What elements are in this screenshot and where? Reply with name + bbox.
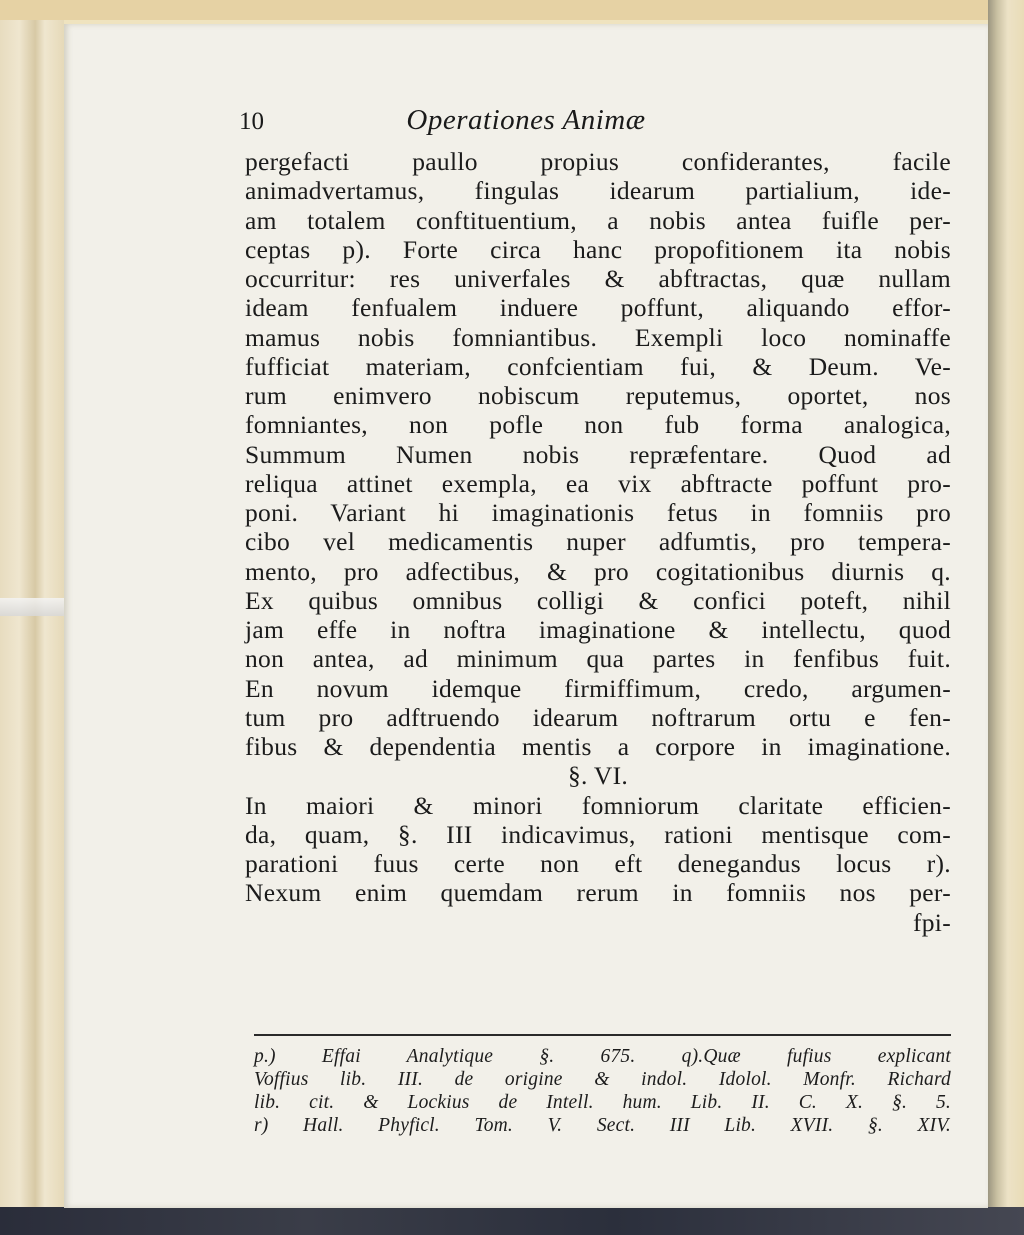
text-line: jam effe in noftra imaginatione & intellectu, quod <box>245 615 951 644</box>
text-line: In maiori & minori fomniorum claritate efficien- <box>245 790 951 820</box>
page-number: 10 <box>239 108 264 135</box>
text-line: reliqua attinet exempla, ea vix abftracte poffunt pro- <box>245 468 951 498</box>
text-line: fibus & dependentia mentis a corpore in imaginatione. <box>245 732 951 761</box>
catchword: fpi- <box>912 907 951 937</box>
text-line: fufficiat materiam, confcientiam fui, & Deum. Ve- <box>245 351 951 381</box>
book-page <box>64 24 988 1208</box>
footnotes <box>254 1045 951 1137</box>
scan-background-bottom <box>0 1207 1024 1235</box>
text-line: ideam fenfualem induere poffunt, aliquando effor- <box>245 293 951 323</box>
text-line: am totalem conftituentium, a nobis antea fuifle per- <box>245 205 951 235</box>
text-line: mamus nobis fomniantibus. Exempli loco nominaffe <box>245 322 951 352</box>
text-line: ceptas p). Forte circa hanc propofitionem ita nobis <box>245 234 951 264</box>
footnote-line: p.) Effai Analytique §. 675. q).Quæ fufius explicant <box>254 1046 951 1067</box>
running-title: Operationes Animæ <box>406 104 646 136</box>
text-line: pergefacti paullo propius confiderantes, facile <box>245 147 951 176</box>
text-line: occurritur: res univerfales & abftractas, quæ nullam <box>245 264 951 293</box>
text-line: Ex quibus omnibus colligi & confici poteft, nihil <box>245 585 951 615</box>
footnote-rule <box>254 1034 951 1036</box>
text-line: poni. Variant hi imaginationis fetus in fomniis pro <box>245 498 951 527</box>
body-text <box>245 147 951 937</box>
text-line: non antea, ad minimum qua partes in fenfibus fuit. <box>245 644 951 674</box>
text-line: En novum idemque firmiffimum, credo, argumen- <box>245 673 951 703</box>
section-heading: §. VI. <box>567 761 629 791</box>
footnote-line: Voffius lib. III. de origine & indol. Idolol. Monfr. Richard <box>254 1069 951 1090</box>
text-line: mento, pro adfectibus, & pro cogitationibus diurnis q. <box>245 556 951 586</box>
text-line: Summum Numen nobis repræfentare. Quod ad <box>245 439 951 469</box>
text-line: animadvertamus, fingulas idearum partialium, ide- <box>245 176 951 206</box>
text-line: parationi fuus certe non eft denegandus locus r). <box>245 849 951 878</box>
text-line: cibo vel medicamentis nuper adfumtis, pro tempera- <box>245 527 951 557</box>
text-line: rum enimvero nobiscum reputemus, oportet, nos <box>245 381 951 410</box>
scan-top-edge <box>0 0 1024 20</box>
text-line: da, quam, §. III indicavimus, rationi mentisque com- <box>245 819 951 849</box>
right-page-edge <box>988 0 1024 1210</box>
footnote-line: r) Hall. Phyficl. Tom. V. Sect. III Lib. XVII. §. XIV. <box>254 1115 951 1136</box>
footnote-line: lib. cit. & Lockius de Intell. hum. Lib. II. C. X. §. 5. <box>254 1092 951 1113</box>
text-line: fomniantes, non pofle non fub forma analogica, <box>245 410 951 440</box>
page-header <box>64 104 988 148</box>
text-line: tum pro adftruendo idearum noftrarum ortu e fen- <box>245 702 951 732</box>
text-line: Nexum enim quemdam rerum in fomniis nos per- <box>245 878 951 908</box>
